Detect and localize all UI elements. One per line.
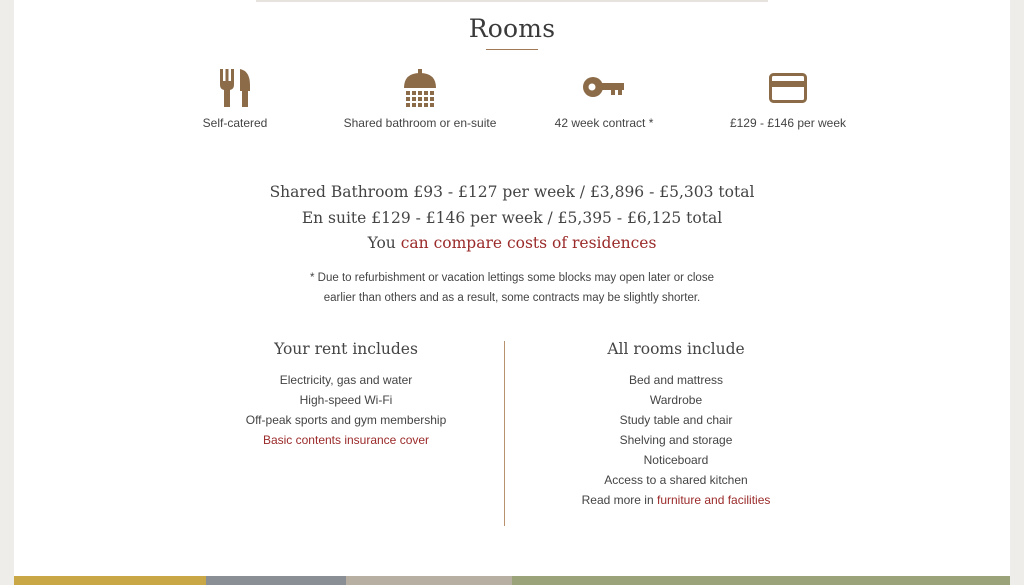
rent-includes-list — [196, 370, 496, 450]
rooms-include-list — [526, 370, 826, 510]
list-item: Shelving and storage — [619, 433, 733, 447]
feature-price — [688, 66, 888, 130]
title-underline — [486, 49, 538, 50]
shower-icon — [320, 66, 520, 110]
note-line: earlier than others and as a result, some contracts may be slightly shorter. — [323, 292, 701, 304]
note-line: * Due to refurbishment or vacation lettings some blocks may open later or close — [310, 272, 714, 284]
list-item: Wardrobe — [649, 393, 703, 407]
rooms-include-column — [526, 340, 826, 510]
price-summary — [0, 180, 1024, 257]
photo-thumbnail[interactable] — [346, 576, 512, 585]
list-item: Study table and chair — [619, 413, 733, 427]
rooms-include-heading: All rooms include — [607, 340, 745, 358]
list-item: Noticeboard — [643, 453, 709, 467]
compare-line — [0, 231, 1024, 257]
column-divider — [504, 341, 505, 526]
ensuite-price: En suite £129 - £146 per week / £5,395 - £6,125 total — [301, 208, 723, 227]
compare-costs-link[interactable]: can compare costs of residences — [400, 234, 657, 252]
cutlery-icon — [135, 66, 335, 110]
insurance-cover-link[interactable]: Basic contents insurance cover — [262, 433, 430, 447]
read-more-prefix: Read more in — [581, 493, 657, 507]
rent-includes-column — [196, 340, 496, 450]
photo-thumbnail[interactable] — [512, 576, 1010, 585]
read-more-item — [526, 490, 826, 510]
contract-note — [0, 268, 1024, 308]
feature-label: 42 week contract * — [554, 116, 654, 130]
list-item: Off-peak sports and gym membership — [245, 413, 447, 427]
feature-label: £129 - £146 per week — [729, 116, 847, 130]
photo-strip — [14, 576, 1010, 585]
photo-thumbnail[interactable] — [14, 576, 206, 585]
feature-label: Shared bathroom or en-suite — [343, 116, 497, 130]
card-icon — [688, 66, 888, 110]
compare-prefix: You — [367, 234, 401, 252]
furniture-facilities-link[interactable]: furniture and facilities — [656, 493, 771, 507]
feature-label: Self-catered — [202, 116, 268, 130]
feature-contract — [504, 66, 704, 130]
list-item: Access to a shared kitchen — [604, 473, 748, 487]
list-item: Bed and mattress — [628, 373, 724, 387]
list-item: High-speed Wi-Fi — [299, 393, 393, 407]
list-item: Electricity, gas and water — [279, 373, 413, 387]
rent-includes-heading: Your rent includes — [274, 340, 418, 358]
feature-self-catered — [135, 66, 335, 130]
photo-thumbnail[interactable] — [206, 576, 346, 585]
insurance-link-item — [196, 430, 496, 450]
key-icon — [504, 66, 704, 110]
section-title: Rooms — [468, 14, 556, 43]
feature-bathroom — [320, 66, 520, 130]
shared-bathroom-price: Shared Bathroom £93 - £127 per week / £3,896 - £5,303 total — [269, 183, 755, 201]
top-divider — [256, 0, 768, 2]
